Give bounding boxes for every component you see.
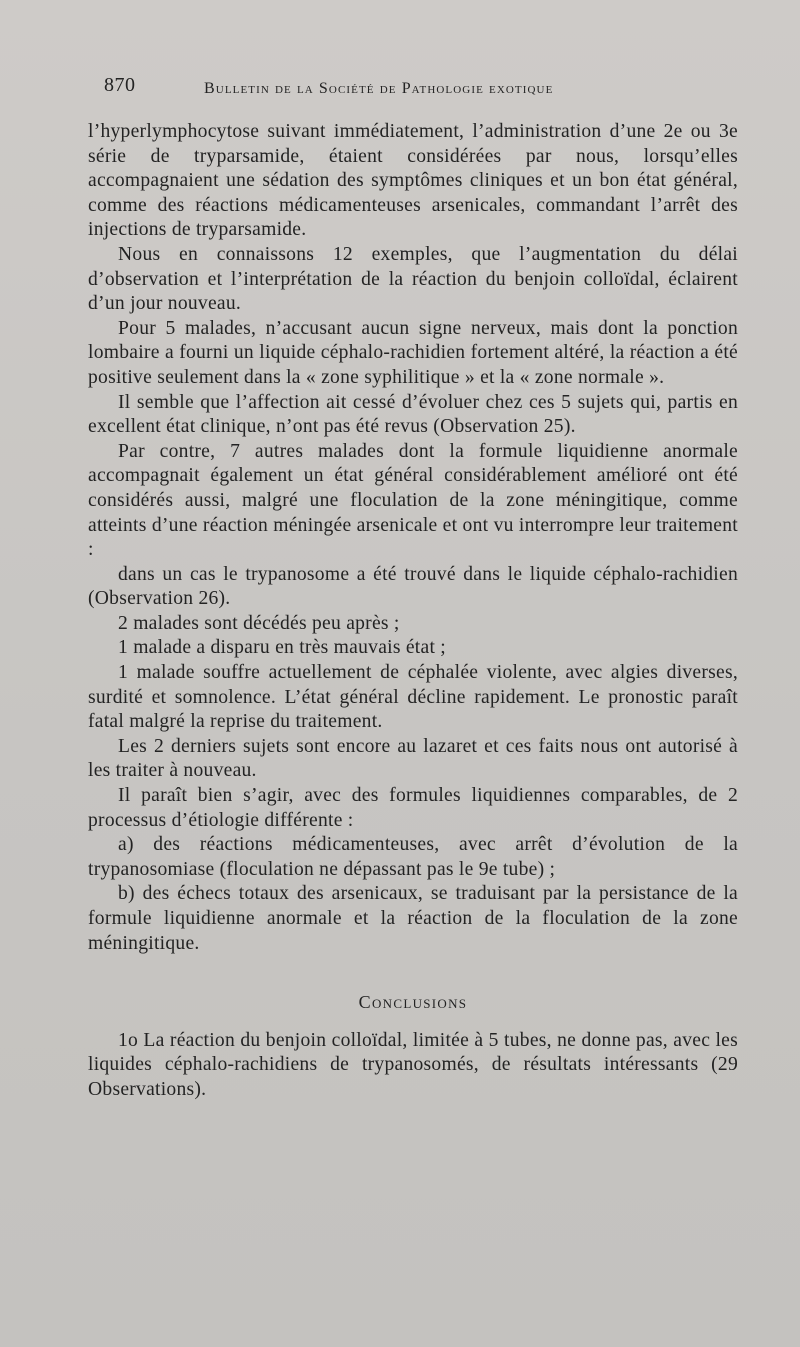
paragraph: Les 2 derniers sujets sont encore au lazaret et ces faits nous ont autorisé à les traiter à nouveau. <box>88 735 738 782</box>
list-item: a) des réactions médicamenteuses, avec arrêt d’évolution de la trypanosomiase (floculation ne dépassant pas le 9e tube) ; <box>88 834 738 880</box>
paragraph: Pour 5 malades, n’accusant aucun signe nerveux, mais dont la ponction lombaire a fourni un liquide céphalo-rachidien fortement altéré, la réaction a été positive seulement dans la « zone syphilitique » et la « zone normale ». <box>88 317 738 388</box>
paragraph: Nous en connaissons 12 exemples, que l’augmentation du délai d’observation et l’interprétation de la réaction du benjoin colloïdal, éclairent d’un jour nouveau. <box>88 243 738 315</box>
paragraph: Par contre, 7 autres malades dont la formule liquidienne anormale accompagnait également un état général considérablement amélioré ont été considérés aussi, malgré une floculation de la zone méningitique, comme atteints d’une réaction méningée arsenicale et ont vu interrompre leur traitement : <box>88 440 738 561</box>
list-item: b) des échecs totaux des arsenicaux, se traduisant par la persistance de la formule liquidienne anormale et la réaction de la floculation de la zone méningitique. <box>88 883 738 954</box>
list-item: 1 malade souffre actuellement de céphalée violente, avec algies diverses, surdité et somnolence. L’état général décline rapidement. Le pronostic paraît fatal malgré la reprise du traitement. <box>88 662 738 733</box>
section-heading: Conclusions <box>358 992 468 1013</box>
page-header <box>88 74 738 106</box>
body-text <box>88 120 738 1103</box>
running-title: Bulletin de la Société de Pathologie exotique <box>204 80 554 97</box>
list-item: 1 malade a disparu en très mauvais état ; <box>118 637 446 659</box>
list-item: dans un cas le trypanosome a été trouvé dans le liquide céphalo-rachidien (Observation 26). <box>88 563 738 610</box>
paragraph: l’hyperlymphocytose suivant immédiatement, l’administration d’une 2e ou 3e série de tryparsamide, étaient considérées par nous, lorsqu’elles accompagnaient une sédation des symptômes cliniques et un bon état général, comme des réactions médicamenteuses arsenicales, commandant l’arrêt des injections de tryparsamide. <box>88 121 738 241</box>
conclusion-paragraph: 1o La réaction du benjoin colloïdal, limitée à 5 tubes, ne donne pas, avec les liquides céphalo-rachidiens de trypanosomés, de résultats intéressants (29 Observations). <box>88 1029 738 1100</box>
paragraph: Il semble que l’affection ait cessé d’évoluer chez ces 5 sujets qui, partis en excellent état clinique, n’ont pas été revus (Observation 25). <box>88 391 738 438</box>
list-item: 2 malades sont décédés peu après ; <box>118 612 400 634</box>
paragraph: Il paraît bien s’agir, avec des formules liquidiennes comparables, de 2 processus d’étiologie différente : <box>88 785 738 831</box>
page-number: 870 <box>104 74 136 96</box>
